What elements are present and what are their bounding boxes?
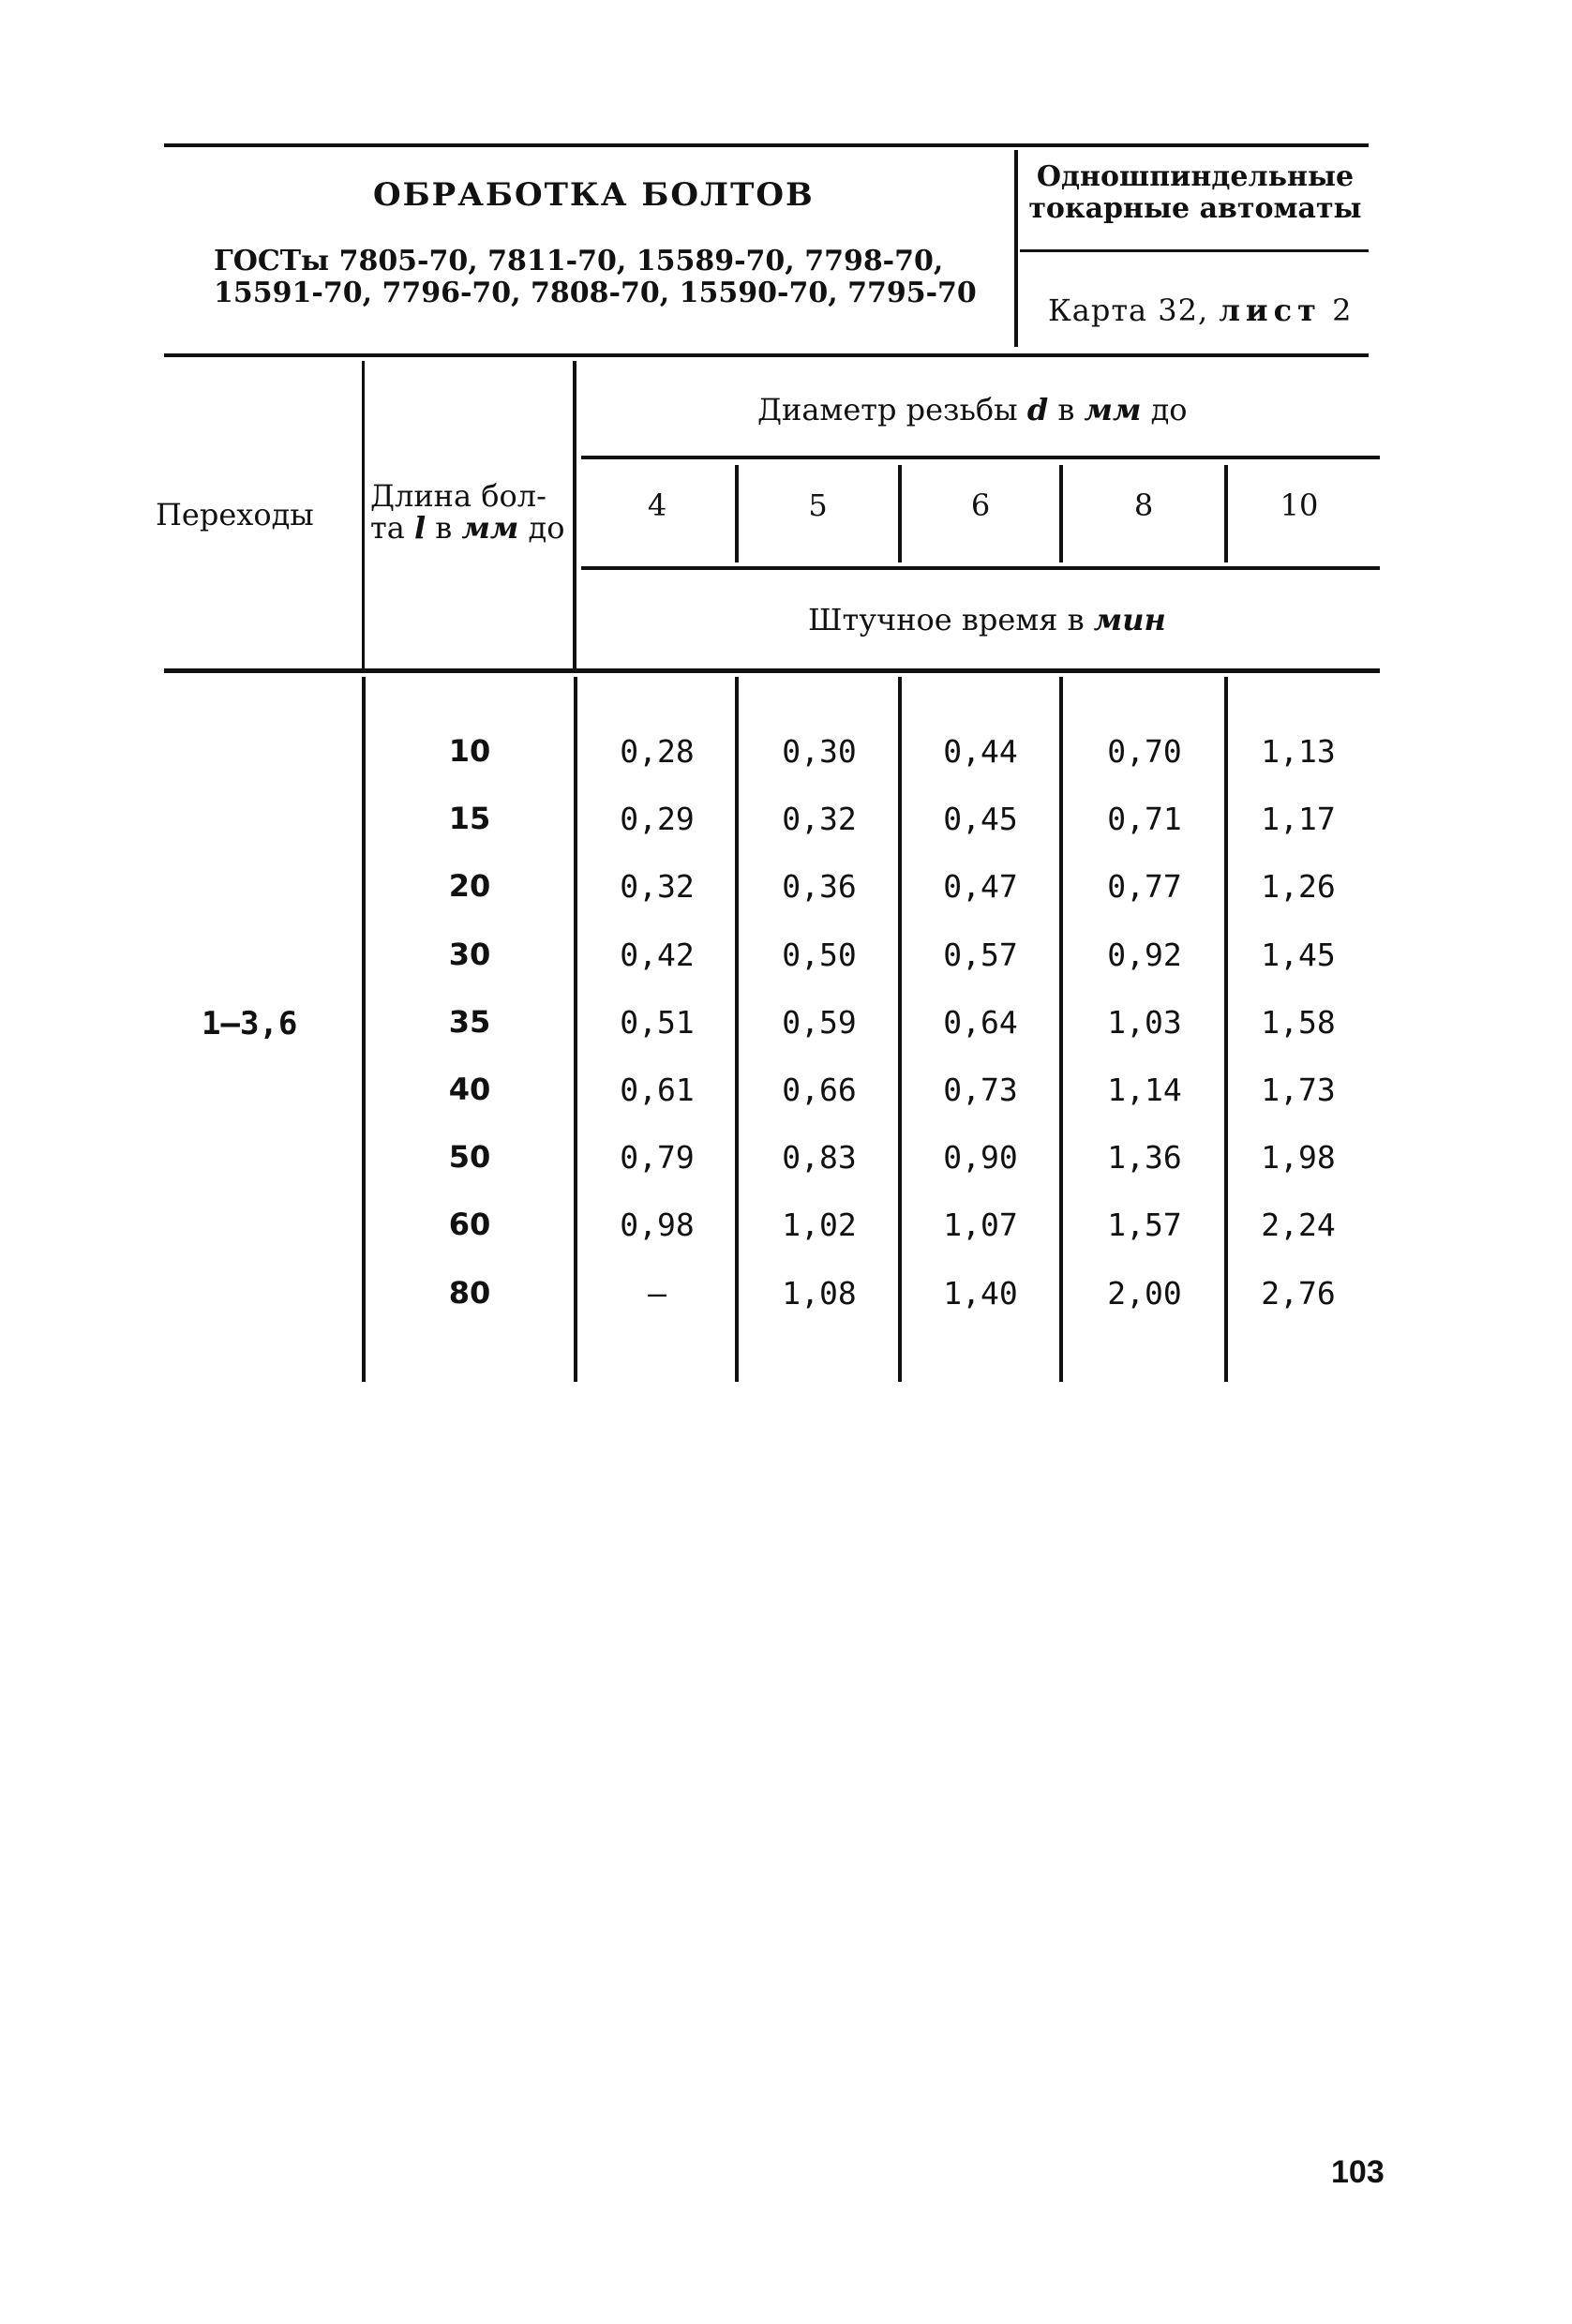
gost-line-2: 15591-70, 7796-70, 7808-70, 15590-70, 7795-70	[214, 277, 977, 309]
time-cell: 0,98	[620, 1207, 695, 1243]
time-cell: 1,98	[1261, 1139, 1336, 1176]
time-cell: 1,36	[1107, 1139, 1182, 1176]
diam-sep-4	[1224, 465, 1228, 562]
diameter-6: 6	[970, 487, 991, 523]
time-cell: 0,36	[782, 868, 857, 905]
time-cell: 1,13	[1261, 733, 1336, 770]
length-variable: l	[413, 510, 427, 546]
diameter-10: 10	[1280, 487, 1319, 523]
length-unit: мм	[461, 510, 519, 546]
machine-type	[1022, 161, 1369, 225]
time-cell: 0,73	[943, 1072, 1018, 1108]
diameter-variable: d	[1026, 392, 1049, 427]
time-cell: 1,17	[1261, 801, 1336, 837]
time-cell: 2,00	[1107, 1275, 1182, 1312]
diameter-rule	[581, 456, 1380, 459]
body-sep-d4	[735, 677, 739, 1382]
gost-line-1: ГОСТы 7805-70, 7811-70, 15589-70, 7798-70,	[214, 245, 944, 277]
time-cell: 0,59	[782, 1004, 857, 1041]
time-cell: 0,32	[782, 801, 857, 837]
card-sheet-word: лист	[1219, 292, 1322, 328]
header-top-rule	[164, 143, 1369, 147]
time-cell: 1,57	[1107, 1207, 1182, 1243]
diam-sep-3	[1059, 465, 1063, 562]
bolt-length-cell: 10	[448, 733, 491, 769]
time-cell: 1,14	[1107, 1072, 1182, 1108]
document-title: ОБРАБОТКА БОЛТОВ	[373, 176, 815, 214]
header-bottom-rule	[164, 353, 1369, 357]
time-cell: 2,76	[1261, 1275, 1336, 1312]
time-cell: —	[648, 1275, 666, 1312]
time-cell: 0,71	[1107, 801, 1182, 837]
time-cell: 0,45	[943, 801, 1018, 837]
page-number: 103	[1331, 2154, 1385, 2190]
time-cell: 0,92	[1107, 937, 1182, 973]
time-rule	[581, 566, 1380, 570]
card-sheet-number: 2	[1332, 292, 1353, 328]
diam-sep-2	[898, 465, 902, 562]
time-cell: 0,61	[620, 1072, 695, 1108]
bolt-length-cell: 20	[448, 868, 491, 904]
time-cell: 0,64	[943, 1004, 1018, 1041]
diam-sep-1	[735, 465, 739, 562]
header-divider	[1014, 150, 1018, 347]
col-sep-ops	[362, 361, 365, 670]
time-cell: 0,30	[782, 733, 857, 770]
card-reference	[1048, 292, 1352, 328]
col-header-diameter: Диаметр резьбы d в мм до	[757, 392, 1188, 427]
time-cell: 0,42	[620, 937, 695, 973]
time-cell: 1,02	[782, 1207, 857, 1243]
time-cell: 1,07	[943, 1207, 1018, 1243]
time-cell: 0,90	[943, 1139, 1018, 1176]
time-cell: 1,26	[1261, 868, 1336, 905]
machine-line-1: Одношпиндельные	[1036, 160, 1355, 193]
bolt-length-cell: 35	[448, 1004, 491, 1040]
time-cell: 1,03	[1107, 1004, 1182, 1041]
time-cell: 1,08	[782, 1275, 857, 1312]
time-cell: 0,66	[782, 1072, 857, 1108]
time-cell: 0,44	[943, 733, 1018, 770]
time-cell: 1,58	[1261, 1004, 1336, 1041]
time-cell: 0,32	[620, 868, 695, 905]
col-header-time: Штучное время в мин	[808, 602, 1166, 637]
time-cell: 0,83	[782, 1139, 857, 1176]
time-cell: 1,73	[1261, 1072, 1336, 1108]
header-right-rule	[1020, 249, 1369, 252]
col-header-length-line-2: та l в мм до	[370, 510, 565, 546]
time-cell: 0,51	[620, 1004, 695, 1041]
diameter-5: 5	[808, 487, 828, 523]
time-cell: 1,45	[1261, 937, 1336, 973]
bolt-length-cell: 80	[448, 1275, 491, 1311]
col-header-length-line-1: Длина бол-	[370, 478, 546, 514]
card-prefix: Карта 32,	[1048, 292, 1209, 328]
col-header-length	[370, 480, 564, 544]
bolt-length-cell: 30	[448, 937, 491, 972]
time-cell: 0,70	[1107, 733, 1182, 770]
time-cell: 0,47	[943, 868, 1018, 905]
col-header-operations: Переходы	[156, 497, 314, 532]
bolt-length-cell: 50	[448, 1139, 491, 1175]
table-header-bottom-rule	[164, 668, 1380, 673]
time-cell: 0,28	[620, 733, 695, 770]
time-cell: 2,24	[1261, 1207, 1336, 1243]
machine-line-2: токарные автоматы	[1028, 192, 1362, 225]
body-sep-length	[574, 677, 577, 1382]
time-cell: 0,79	[620, 1139, 695, 1176]
bolt-length-cell: 60	[448, 1207, 491, 1242]
time-cell: 0,77	[1107, 868, 1182, 905]
time-cell: 0,29	[620, 801, 695, 837]
diameter-unit: мм	[1084, 392, 1142, 427]
time-cell: 0,50	[782, 937, 857, 973]
body-sep-d6	[1059, 677, 1063, 1382]
col-sep-length	[573, 361, 576, 670]
operation-label: 1–3,6	[202, 1005, 298, 1042]
bolt-length-cell: 40	[448, 1072, 491, 1107]
diameter-8: 8	[1133, 487, 1154, 523]
time-cell: 0,57	[943, 937, 1018, 973]
time-unit: мин	[1093, 602, 1166, 637]
bolt-length-cell: 15	[448, 801, 491, 836]
time-cell: 1,40	[943, 1275, 1018, 1312]
diameter-4: 4	[647, 487, 667, 523]
